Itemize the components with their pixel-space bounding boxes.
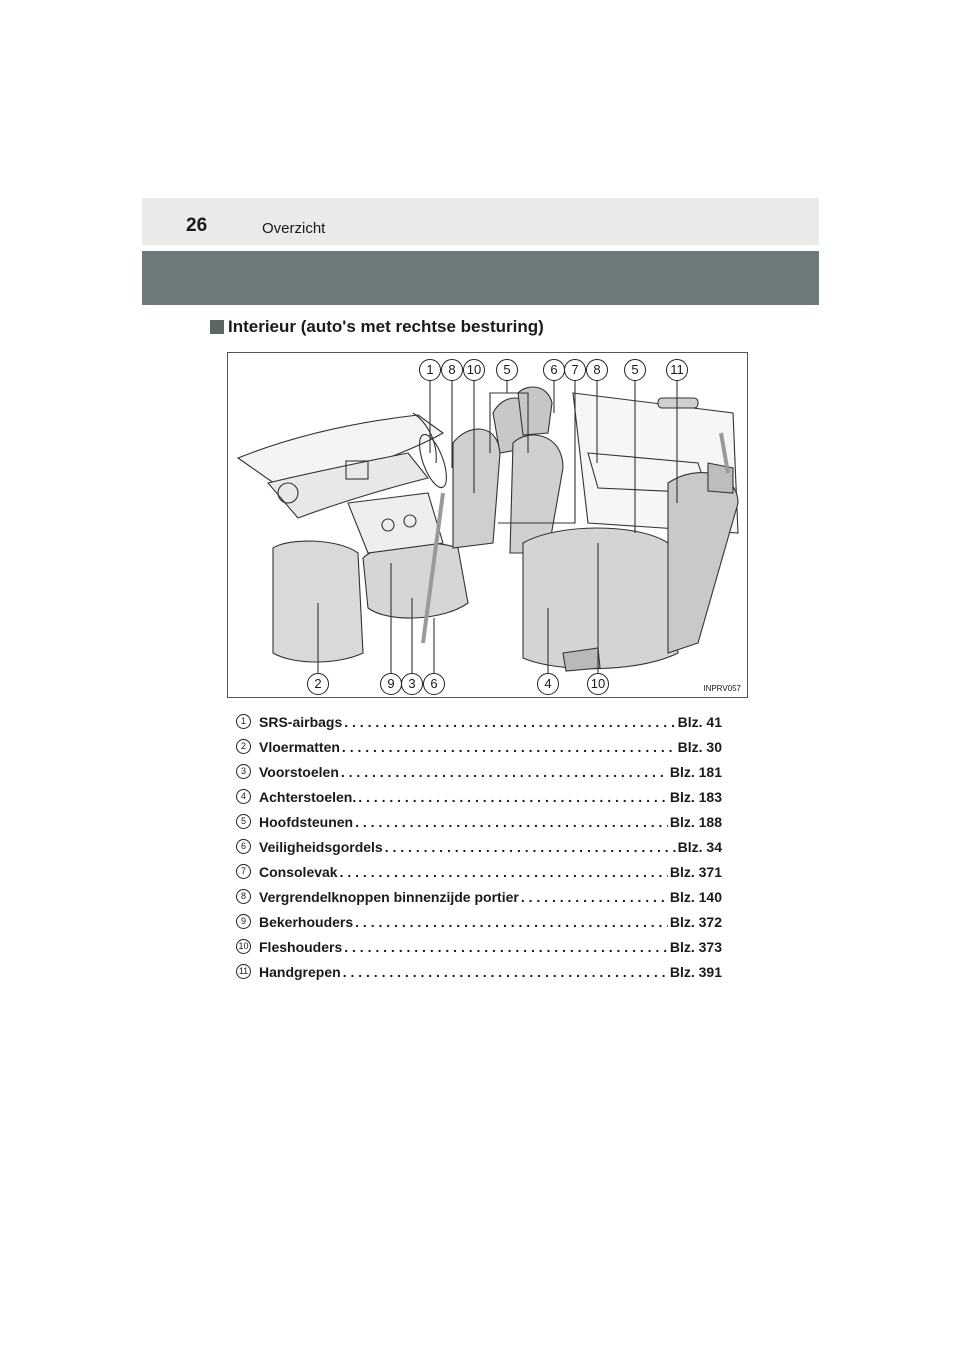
item-page: Blz. 372 xyxy=(669,913,722,930)
list-item xyxy=(236,909,722,934)
item-page: Blz. 373 xyxy=(669,938,722,955)
item-label: Voorstoelen xyxy=(259,763,339,780)
callout-bottom-6: 10 xyxy=(587,673,609,695)
page-number: 26 xyxy=(186,215,208,236)
figure-code: INPRV057 xyxy=(703,684,741,693)
callout-top-3: 10 xyxy=(463,359,485,381)
item-page: Blz. 30 xyxy=(677,738,722,755)
list-item xyxy=(236,884,722,909)
item-page: Blz. 181 xyxy=(669,763,722,780)
item-label: Vergrendelknoppen binnenzijde portier xyxy=(259,888,519,905)
callout-top-2: 8 xyxy=(441,359,463,381)
item-number: 9 xyxy=(236,914,251,929)
list-item xyxy=(236,834,722,859)
list-item xyxy=(236,784,722,809)
callout-bottom-4: 6 xyxy=(423,673,445,695)
interior-drawing xyxy=(228,353,747,697)
item-number: 3 xyxy=(236,764,251,779)
list-item xyxy=(236,709,722,734)
item-label: SRS-airbags xyxy=(259,713,343,730)
callout-top-6: 7 xyxy=(564,359,586,381)
callout-top-1: 1 xyxy=(419,359,441,381)
list-item xyxy=(236,809,722,834)
callout-top-4: 5 xyxy=(496,359,518,381)
item-page: Blz. 183 xyxy=(669,788,722,805)
item-page: Blz. 140 xyxy=(669,888,722,905)
item-label: Achterstoelen. xyxy=(259,788,357,805)
item-label: Hoofdsteunen xyxy=(259,813,354,830)
item-number: 1 xyxy=(236,714,251,729)
item-page: Blz. 41 xyxy=(677,713,722,730)
item-label: Vloermatten xyxy=(259,738,340,755)
item-number: 6 xyxy=(236,839,251,854)
item-label: Handgrepen xyxy=(259,963,341,980)
item-number: 11 xyxy=(236,964,251,979)
item-page: Blz. 391 xyxy=(669,963,722,980)
callout-bottom-5: 4 xyxy=(537,673,559,695)
item-label: Bekerhouders xyxy=(259,913,354,930)
callout-top-8: 5 xyxy=(624,359,646,381)
item-number: 10 xyxy=(236,939,251,954)
item-page: Blz. 371 xyxy=(669,863,722,880)
list-item xyxy=(236,859,722,884)
section-band xyxy=(142,251,819,305)
callout-bottom-2: 9 xyxy=(380,673,402,695)
item-number: 4 xyxy=(236,789,251,804)
item-page: Blz. 188 xyxy=(669,813,722,830)
callout-bottom-3: 3 xyxy=(401,673,423,695)
section-title: Overzicht xyxy=(262,220,326,237)
item-label: Fleshouders xyxy=(259,938,343,955)
item-number: 2 xyxy=(236,739,251,754)
item-label: Consolevak xyxy=(259,863,338,880)
item-page: Blz. 34 xyxy=(677,838,722,855)
list-item xyxy=(236,959,722,984)
heading-square-icon xyxy=(210,320,224,334)
callout-top-7: 8 xyxy=(586,359,608,381)
item-number: 7 xyxy=(236,864,251,879)
callout-bottom-1: 2 xyxy=(307,673,329,695)
header-bar xyxy=(142,198,819,245)
list-item xyxy=(236,734,722,759)
list-item xyxy=(236,934,722,959)
item-number: 8 xyxy=(236,889,251,904)
heading-text: Interieur (auto's met rechtse besturing) xyxy=(228,317,544,336)
list-item xyxy=(236,759,722,784)
subsection-heading xyxy=(210,317,544,337)
callout-top-9: 11 xyxy=(666,359,688,381)
item-number: 5 xyxy=(236,814,251,829)
reference-list xyxy=(236,709,722,984)
item-label: Veiligheidsgordels xyxy=(259,838,383,855)
callout-top-5: 6 xyxy=(543,359,565,381)
interior-illustration xyxy=(227,352,748,698)
